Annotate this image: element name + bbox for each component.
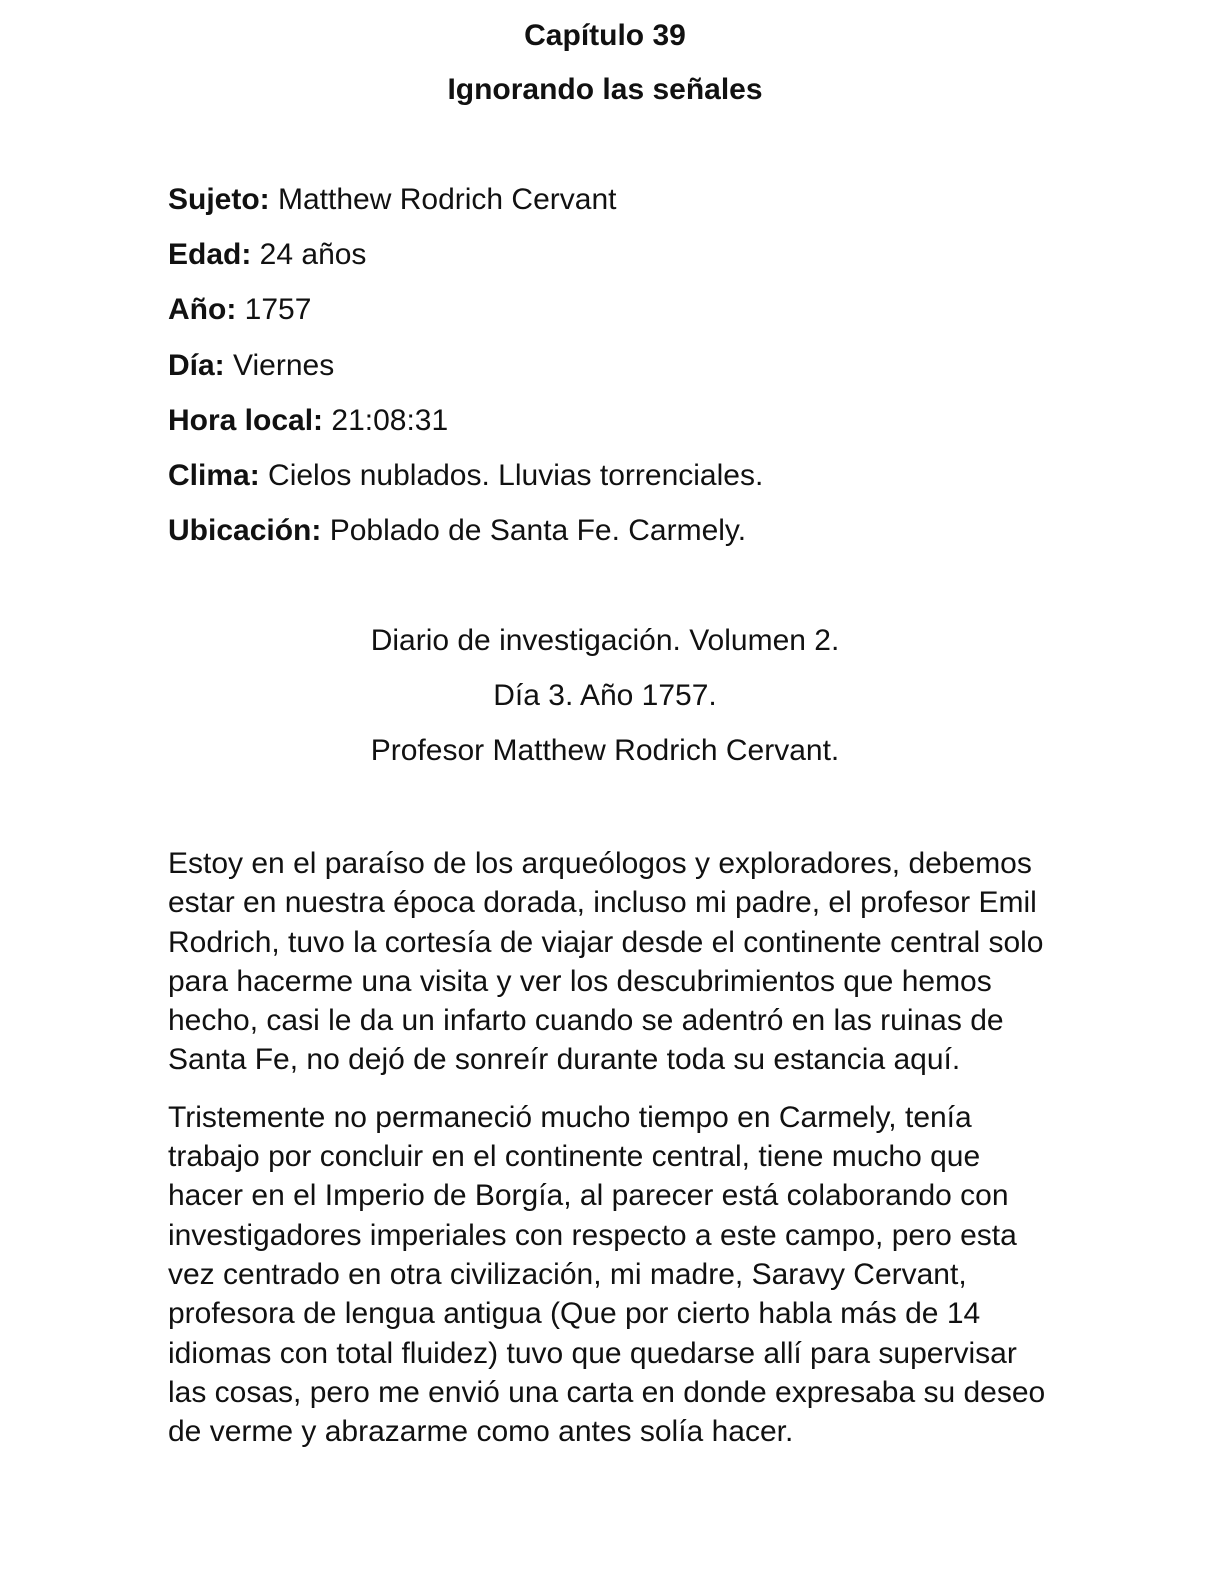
metadata-label: Año:	[168, 293, 237, 327]
subject-metadata	[168, 180, 763, 566]
metadata-age	[168, 235, 763, 290]
metadata-value: Poblado de Santa Fe. Carmely.	[321, 514, 747, 548]
metadata-value: Viernes	[224, 348, 335, 382]
chapter-number: Capítulo 39	[524, 19, 686, 52]
journal-author: Profesor Matthew Rodrich Cervant.	[370, 734, 840, 767]
metadata-value: 21:08:31	[323, 403, 449, 437]
metadata-weather	[168, 456, 763, 511]
journal-date: Día 3. Año 1757.	[493, 679, 717, 712]
metadata-label: Edad:	[168, 238, 252, 272]
metadata-value: 24 años	[251, 238, 367, 272]
metadata-value: Matthew Rodrich Cervant	[269, 183, 617, 216]
metadata-value: Cielos nublados. Lluvias torrenciales.	[259, 458, 764, 492]
chapter-title: Ignorando las señales	[447, 73, 763, 106]
metadata-label: Ubicación:	[168, 514, 322, 548]
metadata-day	[168, 346, 763, 401]
metadata-label: Sujeto:	[168, 183, 270, 216]
journal-header	[0, 621, 1210, 786]
metadata-label: Día:	[168, 348, 225, 382]
body-text	[168, 844, 1048, 1469]
metadata-location	[168, 511, 763, 566]
journal-volume: Diario de investigación. Volumen 2.	[370, 624, 840, 657]
metadata-label: Hora local:	[168, 403, 324, 437]
metadata-local-time	[168, 401, 763, 456]
metadata-label: Clima:	[168, 458, 260, 492]
metadata-year	[168, 290, 763, 345]
paragraph: Estoy en el paraíso de los arqueólogos y exploradores, debemos estar en nuestra época dorada, incluso mi padre, el profesor Emil Rodrich, tuvo la cortesía de viajar desde el continente central solo para hacerme una visita y ver los descubrimientos que hemos hecho, casi le da un infarto cuando se adentró en las ruinas de Santa Fe, no dejó de sonreír durante toda su estancia aquí.	[168, 847, 1044, 1077]
paragraph: Tristemente no permaneció mucho tiempo en Carmely, tenía trabajo por concluir en el continente central, tiene mucho que hacer en el Imperio de Borgía, al parecer está colaborando con investigadores imperiales con respecto a este campo, pero esta vez centrado en otra civilización, mi madre, Saravy Cervant, profesora de lengua antigua (Que por cierto habla más de 14 idiomas con total fluidez) tuvo que quedarse allí para supervisar las cosas, pero me envió una carta en donde expresaba su deseo de verme y abrazarme como antes solía hacer.	[168, 1100, 1046, 1449]
metadata-subject	[168, 180, 763, 235]
metadata-value: 1757	[236, 293, 312, 327]
